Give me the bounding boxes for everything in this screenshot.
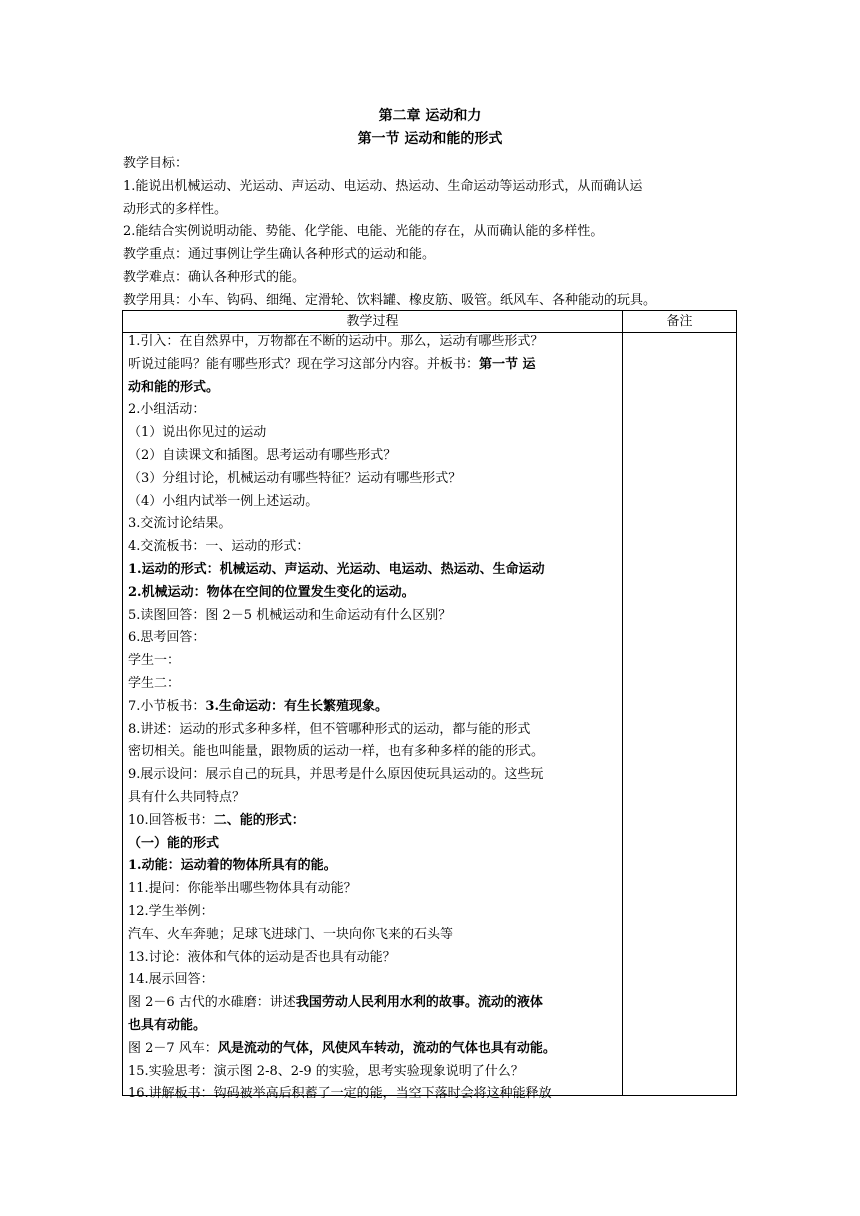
lesson-table xyxy=(122,310,737,1102)
process-line: 7.小节板书：3.生命运动：有生长繁殖现象。 xyxy=(128,698,388,714)
process-line: 5.读图回答：图 2－5 机械运动和生命运动有什么区别？ xyxy=(128,607,452,623)
process-line: 3.交流讨论结果。 xyxy=(128,516,232,532)
chapter-title: 第二章 运动和力 xyxy=(378,108,482,124)
teaching-tools: 教学用具：小车、钩码、细绳、定滑轮、饮料罐、橡皮筋、吸管。纸风车、各种能动的玩具。 xyxy=(123,292,657,308)
process-line: 16.讲解板书：钩码被举高后积蓄了一定的能，当空下落时会将这种能释放 xyxy=(128,1086,552,1102)
process-line: 也具有动能。 xyxy=(128,1017,207,1033)
process-line: 汽车、火车奔驰；足球飞进球门、一块向你飞来的石头等 xyxy=(128,926,454,942)
process-line: 9.展示设问：展示自己的玩具，并思考是什么原因使玩具运动的。这些玩 xyxy=(128,767,544,783)
objective-1-cont: 动形式的多样性。 xyxy=(123,201,228,217)
objective-2: 2.能结合实例说明动能、势能、化学能、电能、光能的存在，从而确认能的多样性。 xyxy=(123,224,604,240)
difficult-point: 教学难点：确认各种形式的能。 xyxy=(123,269,306,285)
process-line: 密切相关。能也叫能量，跟物质的运动一样，也有多种多样的能的形式。 xyxy=(128,744,545,760)
header-process: 教学过程 xyxy=(346,314,399,329)
process-line: 1.引入：在自然界中，万物都在不断的运动中。那么，运动有哪些形式？ xyxy=(128,334,544,349)
process-line: 具有什么共同特点？ xyxy=(128,789,246,805)
process-line: 8.讲述：运动的形式多种多样，但不管哪种形式的运动，都与能的形式 xyxy=(128,721,531,737)
key-point: 教学重点：通过事例让学生确认各种形式的运动和能。 xyxy=(123,247,436,263)
section-title: 第一节 运动和能的形式 xyxy=(357,131,503,147)
process-line: 11.提问：你能举出哪些物体具有动能？ xyxy=(128,881,357,897)
process-line: （3）分组讨论，机械运动有哪些特征？运动有哪些形式？ xyxy=(128,470,462,486)
process-line: 12.学生举例： xyxy=(128,903,214,919)
process-line: 学生二： xyxy=(128,675,181,691)
process-line: 14.展示回答： xyxy=(128,972,214,988)
process-line: 学生一： xyxy=(128,653,181,669)
process-line: 图 2－7 风车：风是流动的气体，风使风车转动，流动的气体也具有动能。 xyxy=(128,1040,556,1056)
process-line: 1.动能：运动着的物体所具有的能。 xyxy=(128,858,337,874)
process-line: 2.机械运动：物体在空间的位置发生变化的运动。 xyxy=(128,584,415,600)
process-cell xyxy=(128,331,617,1106)
lesson-intro xyxy=(123,153,743,313)
objectives-label: 教学目标： xyxy=(123,156,189,171)
process-line: （2）自读课文和插图。思考运动有哪些形式？ xyxy=(128,447,397,463)
header-notes: 备注 xyxy=(666,314,693,329)
column-divider xyxy=(622,311,623,1095)
process-line: 15.实验思考：演示图 2-8、2-9 的实验，思考实验现象说明了什么？ xyxy=(128,1063,524,1079)
process-line: 6.思考回答： xyxy=(128,630,206,646)
process-line: （4）小组内试举一例上述运动。 xyxy=(128,493,319,509)
process-line: 2.小组活动： xyxy=(128,402,206,418)
process-line: 1.运动的形式：机械运动、声运动、光运动、电运动、热运动、生命运动 xyxy=(128,561,545,577)
process-line: 图 2－6 古代的水碓磨：讲述我国劳动人民利用水利的故事。流动的液体 xyxy=(128,995,543,1011)
board-note: 第一节 运 xyxy=(479,356,536,372)
process-line: （一）能的形式 xyxy=(128,835,220,851)
process-line: 听说过能吗？能有哪些形式？现在学习这部分内容。并板书：第一节 运 xyxy=(128,356,536,372)
process-line: 动和能的形式。 xyxy=(128,379,220,395)
process-line: 10.回答板书：二、能的形式： xyxy=(128,812,305,828)
process-line: 4.交流板书：一、运动的形式： xyxy=(128,539,310,555)
process-line: 13.讨论：液体和气体的运动是否也具有动能？ xyxy=(128,949,396,965)
process-line: （1）说出你见过的运动 xyxy=(128,425,267,441)
objective-1: 1.能说出机械运动、光运动、声运动、电运动、热运动、生命运动等运动形式，从而确认运 xyxy=(123,178,643,194)
